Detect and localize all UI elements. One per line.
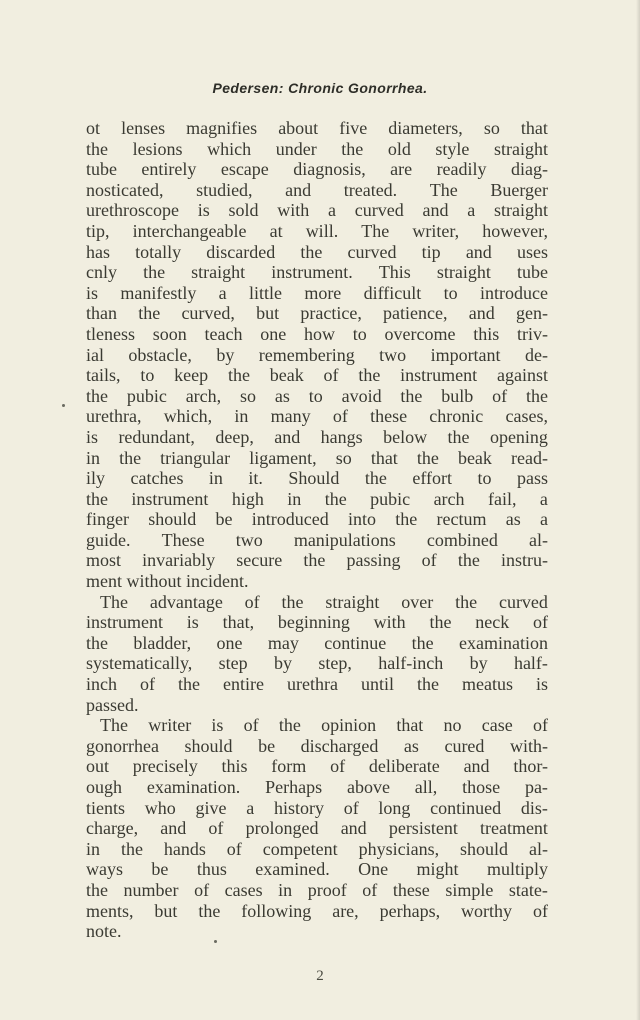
text-line: than the curved, but practice, patience, and gen- [86, 303, 548, 324]
text-line: ways be thus examined. One might multiply [86, 859, 548, 880]
text-line: guide. These two manipulations combined al- [86, 529, 548, 550]
running-head-title: Pedersen: Chronic Gonorrhea. [212, 80, 428, 96]
text-line: tube entirely escape diagnosis, are readily diag- [86, 159, 548, 180]
text-line: urethra, which, in many of these chronic cases, [86, 406, 548, 427]
text-line-paragraph-start: The writer is of the opinion that no case of [100, 715, 548, 736]
text-line: has totally discarded the curved tip and uses [86, 241, 548, 262]
text-line: inch of the entire urethra until the meatus is [86, 674, 548, 695]
text-line: systematically, step by step, half-inch by half- [86, 653, 548, 674]
text-line: the pubic arch, so as to avoid the bulb of the [86, 385, 548, 406]
text-line: tients who give a history of long continued dis- [86, 797, 548, 818]
text-line: the bladder, one may continue the examination [86, 632, 548, 653]
text-line-paragraph-end: note. [86, 921, 122, 942]
text-line-paragraph-end: ment without incident. [86, 571, 249, 592]
text-line: nosticated, studied, and treated. The Buerger [86, 179, 548, 200]
text-line: tip, interchangeable at will. The writer, however, [86, 220, 548, 241]
text-line: ough examination. Perhaps above all, those pa- [86, 777, 548, 797]
text-line: ments, but the following are, perhaps, worthy of [86, 900, 548, 921]
text-line: most invariably secure the passing of the instru- [86, 550, 548, 571]
page-edge-shadow [636, 0, 640, 1020]
text-line-paragraph-start: The advantage of the straight over the curved [100, 591, 548, 612]
page-body-text [86, 118, 548, 942]
text-line: instrument is that, beginning with the neck of [86, 612, 548, 633]
text-line: the lesions which under the old style straight [86, 138, 548, 159]
text-line: gonorrhea should be discharged as cured with- [86, 735, 548, 756]
text-line: in the hands of competent physicians, should al- [86, 838, 548, 859]
text-line: tleness soon teach one how to overcome this triv- [86, 323, 548, 344]
text-line: the instrument high in the pubic arch fail, a [86, 488, 548, 509]
text-line: tails, to keep the beak of the instrument against [86, 365, 548, 386]
margin-mark [62, 404, 65, 407]
text-line: is manifestly a little more difficult to introduce [86, 282, 548, 303]
text-line: ot lenses magnifies about five diameters, so that [86, 118, 548, 138]
text-line-paragraph-end: passed. [86, 694, 139, 715]
text-line: cnly the straight instrument. This straight tube [86, 262, 548, 283]
text-line: the number of cases in proof of these simple state- [86, 879, 548, 900]
text-line: ily catches in it. Should the effort to pass [86, 468, 548, 489]
text-line: urethroscope is sold with a curved and a straight [86, 200, 548, 221]
text-line: in the triangular ligament, so that the beak read- [86, 447, 548, 468]
text-line: is redundant, deep, and hangs below the opening [86, 426, 548, 447]
text-line: out precisely this form of deliberate and thor- [86, 756, 548, 777]
text-line: charge, and of prolonged and persistent treatment [86, 818, 548, 839]
text-line: ial obstacle, by remembering two important de- [86, 344, 548, 365]
stray-ink-dot [214, 940, 217, 943]
page-number: 2 [316, 968, 324, 984]
text-line: finger should be introduced into the rectum as a [86, 509, 548, 530]
